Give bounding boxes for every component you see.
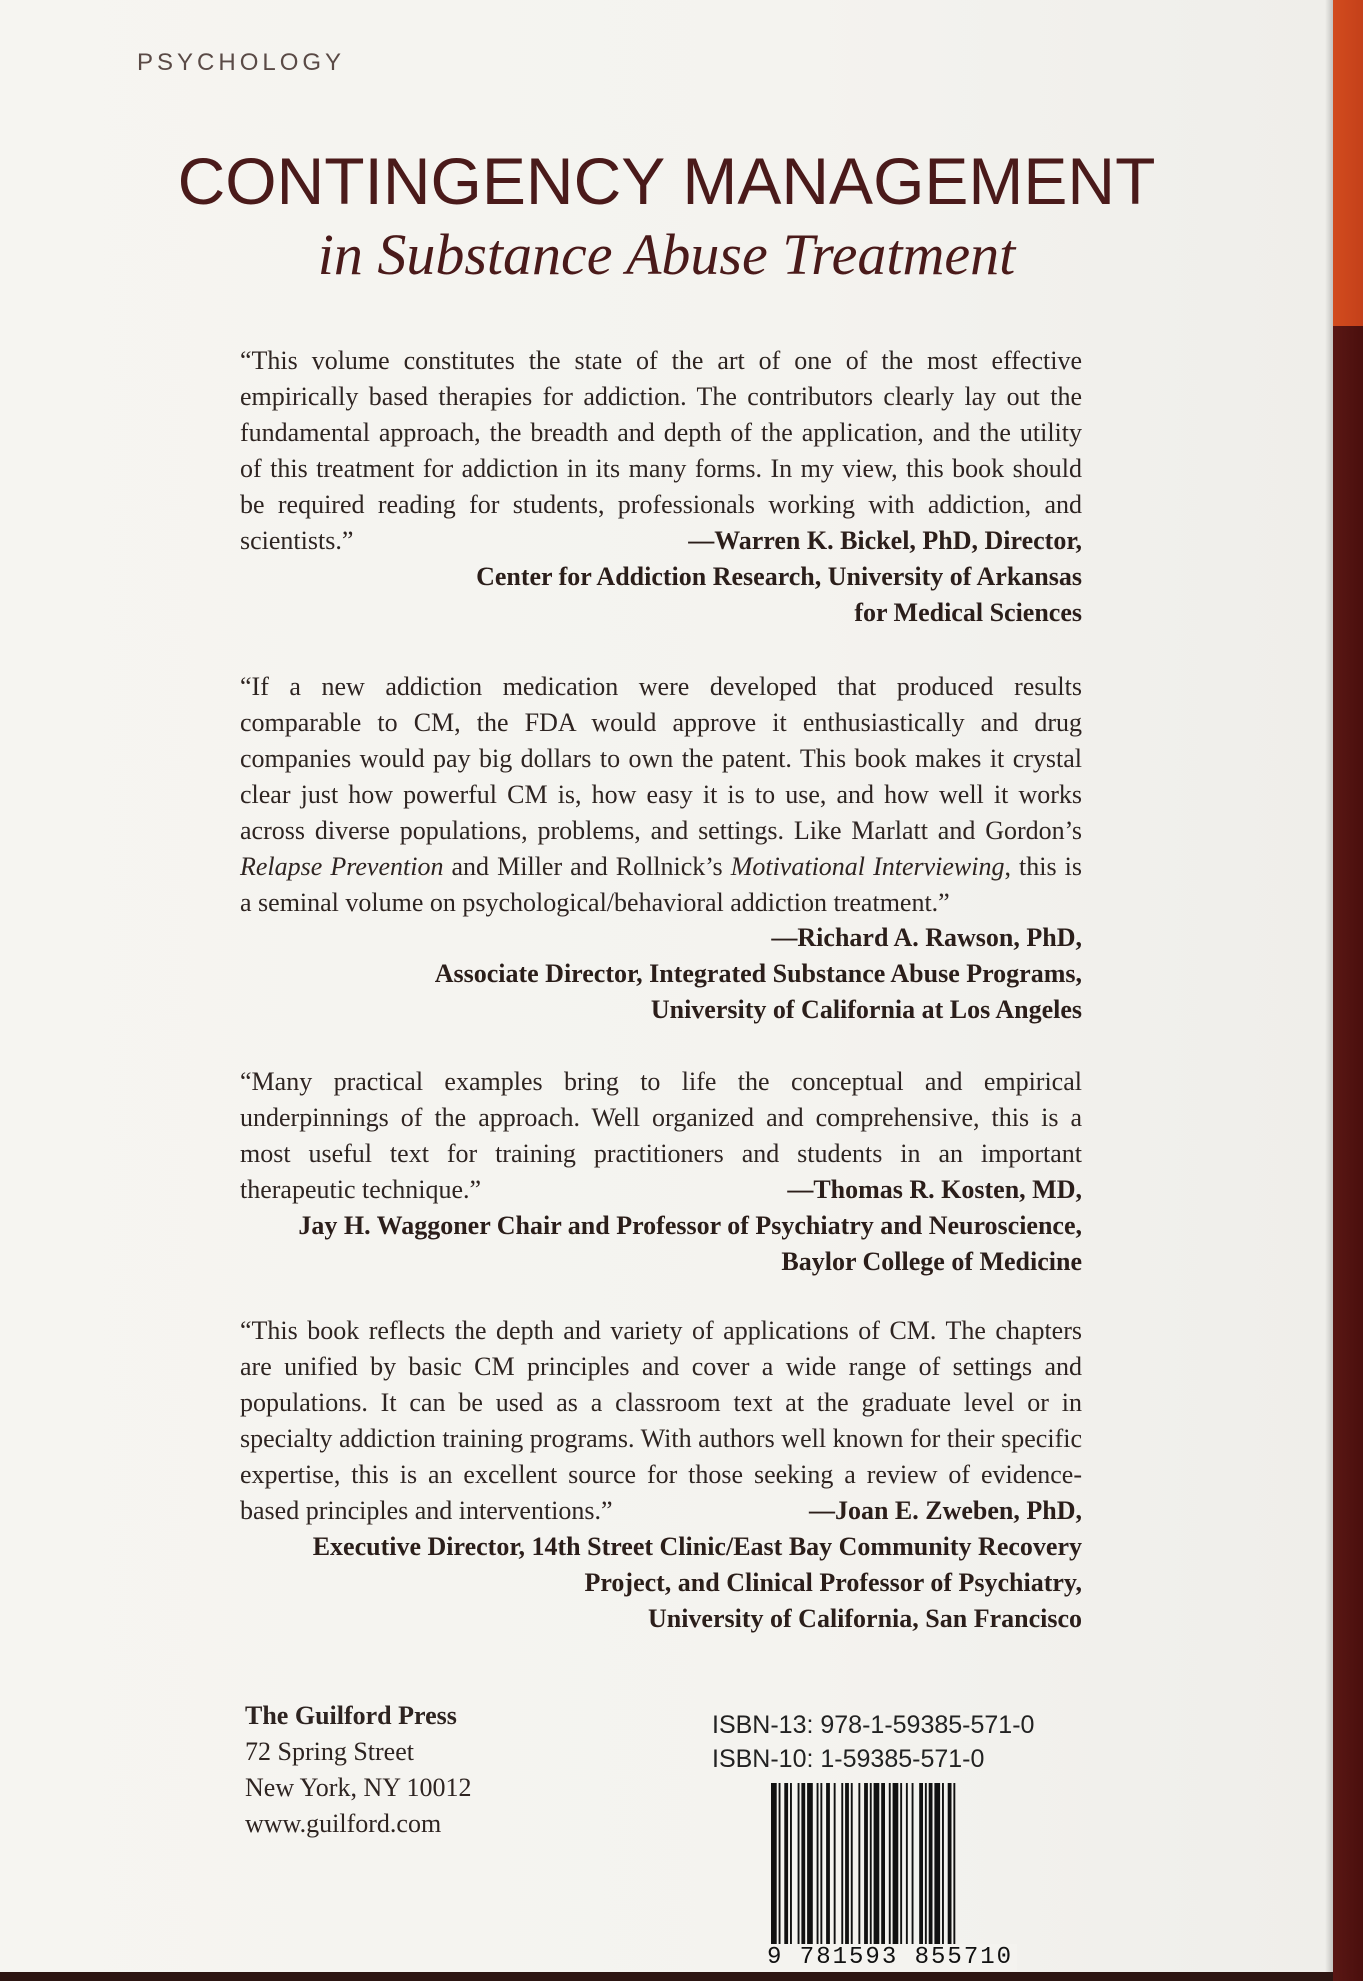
barcode-bar <box>881 1783 885 1948</box>
book-title-relapse-prevention: Relapse Prevention <box>240 852 444 881</box>
barcode-bar <box>779 1783 781 1948</box>
blurb-2 <box>240 669 1082 921</box>
attribution-line: —Thomas R. Kosten, MD, <box>787 1175 1082 1204</box>
spine-maroon-band <box>1333 326 1363 1981</box>
attribution-line: Project, and Clinical Professor of Psychiatry, <box>584 1568 1082 1597</box>
barcode-bar <box>771 1783 777 1948</box>
barcode <box>767 1783 1017 1963</box>
attribution-line: Baylor College of Medicine <box>781 1247 1082 1276</box>
blurb-1-attribution <box>240 523 1082 631</box>
attribution-line: University of California at Los Angeles <box>650 995 1082 1024</box>
blurb-1-text: “This volume constitutes the state of the art of one of the most effective empirically based therapies for addiction. The contributors clearly lay out the fundamental approach, the breadth and depth of the application, and the utility of this treatment for addiction in its many forms. In my view, this book should be required reading for students, professionals working with addiction, and scientists.” <box>240 346 1082 555</box>
spine-orange-band <box>1333 0 1363 326</box>
barcode-bar <box>784 1783 788 1948</box>
book-title: CONTINGENCY MANAGEMENT <box>177 144 1156 218</box>
barcode-bar <box>826 1783 830 1948</box>
barcode-bar <box>851 1783 853 1948</box>
barcode-bar <box>889 1783 891 1948</box>
attribution-line: Center for Addiction Research, University of Arkansas <box>476 562 1082 591</box>
barcode-digits: 9 781593 855710 <box>767 1944 1017 1971</box>
attribution-line: —Warren K. Bickel, PhD, Director, <box>688 526 1082 555</box>
barcode-bar <box>934 1783 940 1948</box>
barcode-bar <box>953 1783 955 1948</box>
publisher-website: www.guilford.com <box>245 1809 442 1838</box>
attribution-line: Jay H. Waggoner Chair and Professor of Psychiatry and Neuroscience, <box>298 1211 1082 1240</box>
attribution-line: —Richard A. Rawson, PhD, <box>771 923 1082 952</box>
barcode-bar <box>870 1783 872 1948</box>
bottom-edge <box>0 1972 1333 1981</box>
barcode-bar <box>942 1783 944 1948</box>
isbn-13: ISBN-13: 978-1-59385-571-0 <box>712 1711 1035 1739</box>
barcode-bar <box>798 1783 800 1948</box>
barcode-bar <box>790 1783 792 1948</box>
barcode-bar <box>919 1783 923 1948</box>
publisher-city: New York, NY 10012 <box>245 1773 472 1802</box>
publisher-address <box>245 1698 472 1842</box>
blurb-4-attribution <box>240 1493 1082 1637</box>
publisher-street: 72 Spring Street <box>245 1737 414 1766</box>
attribution-line: Executive Director, 14th Street Clinic/East Bay Community Recovery <box>312 1532 1082 1561</box>
barcode-bar <box>820 1783 822 1948</box>
blurb-2-text: “If a new addiction medication were developed that produced results comparable to CM, the FDA would approve it enthusiastically and drug companies would pay big dollars to own the patent. This book makes it crystal clear just how powerful CM is, how easy it is to use, and how well it works across diverse populations, problems, and settings. Like Marlatt and Gordon’s Relapse Prevention and Miller and Rollnick’s Motivational Interviewing, this is a seminal volume on psychological/behavioral addiction treatment.” <box>240 672 1082 917</box>
category-label: PSYCHOLOGY <box>137 49 346 76</box>
barcode-bar <box>900 1783 902 1948</box>
book-subtitle: in Substance Abuse Treatment <box>317 222 1016 287</box>
barcode-bar <box>906 1783 908 1948</box>
blurb-2-attribution <box>240 920 1082 1028</box>
barcode-bar <box>874 1783 880 1948</box>
barcode-bar <box>929 1783 933 1948</box>
barcode-bar <box>841 1783 843 1948</box>
attribution-line: —Joan E. Zweben, PhD, <box>808 1496 1082 1525</box>
attribution-line: University of California, San Francisco <box>647 1604 1082 1633</box>
publisher-name: The Guilford Press <box>245 1701 457 1730</box>
cover-edge-shadow <box>1325 0 1333 1981</box>
barcode-bar <box>893 1783 899 1948</box>
isbn-10: ISBN-10: 1-59385-571-0 <box>712 1745 985 1773</box>
attribution-line: for Medical Sciences <box>854 598 1082 627</box>
barcode-bar <box>925 1783 927 1948</box>
barcode-bar <box>912 1783 914 1948</box>
barcode-bar <box>817 1783 819 1948</box>
blurb-4-text: “This book reflects the depth and variety of applications of CM. The chapters are unified by basic CM principles and cover a wide range of settings and populations. It can be used as a classroom text at the graduate level or in specialty addiction training programs. With authors well known for their specific expertise, this is an excellent source for those seeking a review of evidence-based principles and interventions.” <box>240 1316 1082 1525</box>
barcode-icon <box>767 1783 1017 1948</box>
attribution-line: Associate Director, Integrated Substance Abuse Programs, <box>434 959 1082 988</box>
blurb-3-attribution <box>240 1172 1082 1280</box>
barcode-bar <box>845 1783 849 1948</box>
barcode-bar <box>948 1783 952 1948</box>
barcode-bar <box>807 1783 813 1948</box>
barcode-bar <box>834 1783 836 1948</box>
barcode-bar <box>801 1783 805 1948</box>
book-title-motivational-interviewing: Motivational Interviewing <box>730 852 1005 881</box>
isbn-block <box>712 1708 1034 1776</box>
blurb-3-text: “Many practical examples bring to life the conceptual and empirical underpinnings of the approach. Well organized and comprehensive, this is a most useful text for training practitioners and students in an important therapeutic technique.” <box>240 1067 1082 1204</box>
barcode-bar <box>864 1783 868 1948</box>
barcode-bar <box>858 1783 860 1948</box>
